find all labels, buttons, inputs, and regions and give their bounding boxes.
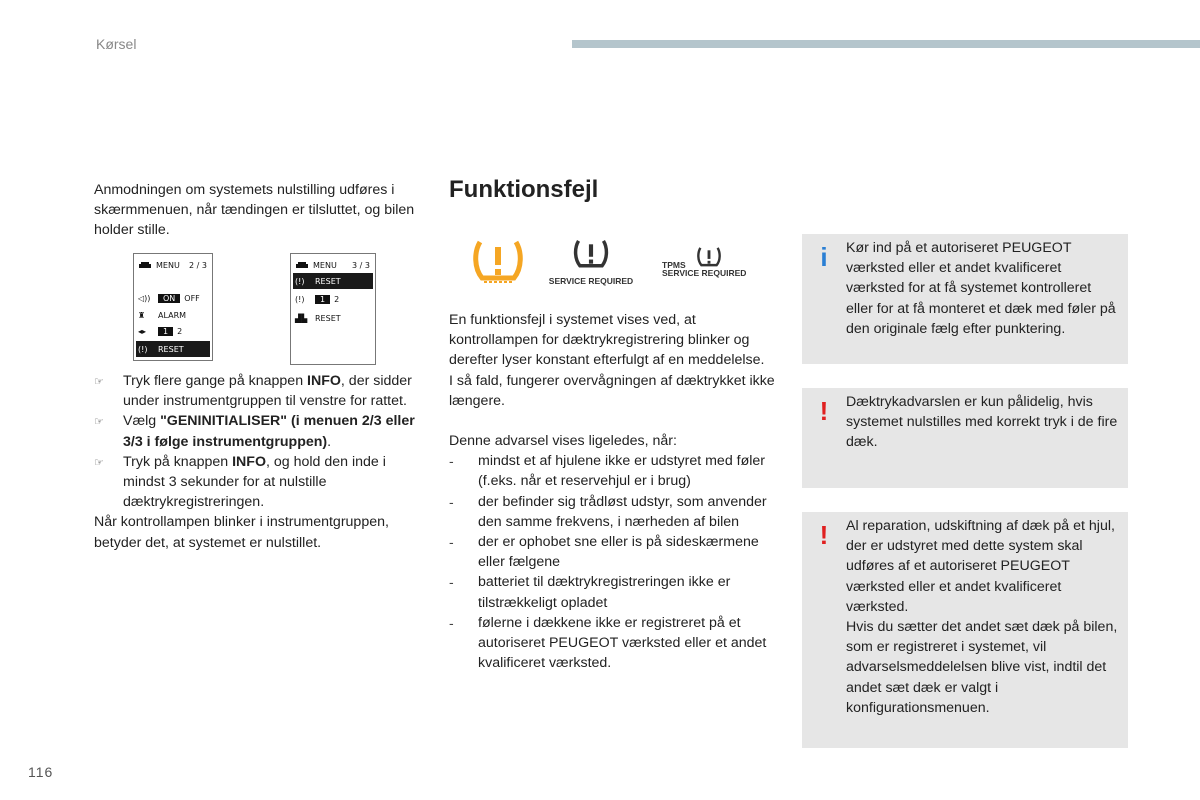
screen-row-sound	[136, 290, 210, 306]
tpms-small-icon	[696, 246, 722, 268]
screen-row-set	[293, 291, 373, 307]
page-number: 116	[28, 764, 54, 780]
tpms-service-required-indicator	[660, 246, 760, 278]
car-icon	[295, 261, 309, 270]
repair-note-text	[846, 516, 1120, 718]
tpms-label: TPMS	[662, 260, 686, 270]
list-item: - mindst et af hjulene ikke er udstyret med føler (f.eks. når et reservehjul er i brug)	[449, 453, 766, 490]
trophy-icon: ♜	[138, 310, 146, 320]
warning-note	[802, 388, 1128, 488]
reset-label: RESET	[315, 313, 341, 323]
malfunction-paragraph-2: I så fald, fungerer overvågningen af dæktrykket ikke længere.	[449, 372, 775, 409]
service-required-indicator	[543, 238, 639, 286]
pointer-icon: ☞	[94, 456, 104, 469]
reset-label: RESET	[315, 276, 341, 286]
tpms-icon: (!)	[295, 276, 305, 286]
service-required-label: SERVICE REQUIRED	[548, 276, 634, 286]
left-column	[94, 180, 419, 241]
header-accent-bar	[572, 40, 1200, 48]
info-note-text: Kør ind på et autoriseret PEUGEOT værksted eller et andet kvalificeret værksted for at få systemet kontrolleret eller for at få monteret et dæk med føler på den originale fælg efter punktering.	[846, 240, 1116, 337]
exclamation-icon: !	[819, 520, 829, 550]
outro-paragraph: Når kontrollampen blinker i instrumentgruppen, betyder det, at systemet er nulstillet.	[94, 514, 389, 551]
tpms-service-required-label: SERVICE REQUIRED	[662, 268, 747, 278]
instruction-item: ☞ Tryk flere gange på knappen INFO, der sidder under instrumentgruppen til venstre for rattet.	[94, 371, 419, 411]
list-item: - der er ophobet sne eller is på sideskærmene eller fælgene	[449, 534, 759, 571]
screen-row-alarm	[136, 307, 210, 323]
speaker-icon: ◁))	[138, 293, 151, 303]
factory-icon: ▟▙	[295, 313, 308, 323]
heading-funktionsfejl: Funktionsfejl	[449, 176, 599, 203]
reset-label: RESET	[158, 344, 184, 354]
arrows-icon: ◂▸	[138, 326, 147, 336]
screen-row-factory-reset	[293, 310, 373, 326]
sound-alt: OFF	[184, 293, 200, 303]
pointer-icon: ☞	[94, 416, 104, 429]
screen-row-reset-selected	[293, 273, 373, 289]
display-screen-menu-2	[133, 253, 213, 361]
exclamation-icon: !	[819, 396, 829, 426]
set-alt: 2	[334, 294, 340, 304]
intro-paragraph: Anmodningen om systemets nulstilling udføres i skærmmenuen, når tændingen er tilsluttet, og bilen holder stille.	[94, 182, 415, 239]
screen-row-units	[136, 323, 210, 339]
sound-value: ON	[158, 294, 180, 303]
alarm-label: ALARM	[158, 310, 187, 320]
malfunction-paragraph-3: Denne advarsel vises ligeledes, når:	[449, 433, 677, 450]
tpms-icon: (!)	[138, 344, 148, 354]
repair-note-paragraph-2: Hvis du sætter det andet sæt dæk på bilen, som er registreret i systemet, vil advarselsmeddelelsen blive vist, indtil det andet sæt dæk er valgt i konfigurationsmenuen.	[846, 619, 1118, 716]
menu-page: 2 / 3	[189, 260, 207, 270]
screen-header	[136, 257, 210, 273]
instruction-item: ☞ Vælg "GENINITIALISER" (i menuen 2/3 eller 3/3 i følge instrumentgruppen).	[94, 411, 419, 451]
tpms-service-icon	[573, 238, 609, 270]
list-item: - der befinder sig trådløst udstyr, som anvender den samme frekvens, i nærheden af bilen	[449, 493, 767, 530]
display-screen-menu-3	[290, 253, 376, 365]
menu-label: MENU	[313, 260, 337, 270]
units-alt: 2	[177, 326, 183, 336]
list-item: - følerne i dækkene ikke er registreret på et autoriseret PEUGEOT værksted eller et andet kvalificeret værksted.	[449, 614, 767, 672]
pointer-icon: ☞	[94, 376, 104, 388]
info-note	[802, 234, 1128, 364]
repair-note-paragraph-1: Al reparation, udskiftning af dæk på et hjul, der er udstyret med dette system skal udføres af et autoriseret PEUGEOT værksted eller et andet kvalificeret værksted.	[846, 518, 1115, 615]
list-item: - batteriet til dæktrykregistreringen ikke er tilstrækkeligt opladet	[449, 574, 731, 611]
menu-label: MENU	[156, 260, 180, 270]
set-value: 1	[315, 295, 330, 304]
screen-header	[293, 257, 373, 273]
instruction-item: ☞ Tryk på knappen INFO, og hold den inde i mindst 3 sekunder for at nulstille dæktrykregistreringen.	[94, 452, 419, 513]
malfunction-paragraph-1: En funktionsfejl i systemet vises ved, at kontrollampen for dæktrykregistrering blinker og derefter lyser konstant efterfulgt af en meddelelse.	[449, 312, 765, 369]
screen-row-reset	[136, 341, 210, 357]
menu-page: 3 / 3	[352, 260, 370, 270]
units-value: 1	[158, 327, 173, 336]
section-title: Kørsel	[96, 36, 137, 52]
warning-note-repair	[802, 512, 1128, 748]
tpms-warning-light-icon	[472, 238, 524, 284]
car-icon	[138, 261, 152, 270]
malfunction-text	[449, 310, 779, 673]
tpms-icon: (!)	[295, 294, 305, 304]
warning-note-text: Dæktrykadvarslen er kun pålidelig, hvis systemet nulstilles med korrekt tryk i de fire dæk.	[846, 394, 1118, 451]
info-icon: i	[820, 242, 828, 272]
instruction-list	[94, 371, 419, 553]
